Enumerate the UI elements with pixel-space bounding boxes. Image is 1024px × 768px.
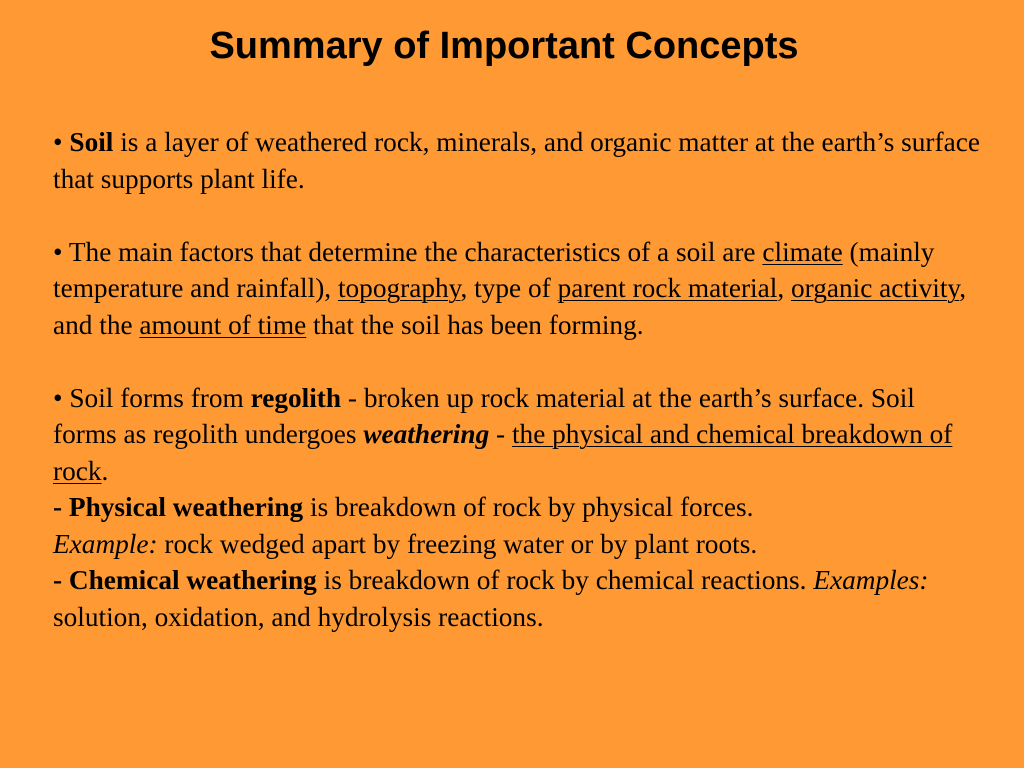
factors-lead-text: • The main factors that determine the characteristics of a soil are [53,236,763,267]
physical-example-text: rock wedged apart by freezing water or by plant roots. [157,528,758,559]
weathering-definition: the physical and chemical breakdown of rock [53,419,953,486]
term-physical-weathering: - Physical weathering [53,492,304,522]
regolith-text-1: - broken up rock material at the earth’s surface. Soil forms as regolith undergoes [53,382,915,449]
factors-text-4: , and the [53,273,967,340]
regolith-text-3: . [101,455,109,486]
chemical-weathering-text: is breakdown of rock by chemical reactions. [316,565,814,595]
factors-text-2: , type of [460,273,558,303]
bullet-soil-factors [53,234,983,344]
regolith-lead-text: • Soil forms from [53,382,251,413]
factors-text-3: , [777,273,791,303]
term-chemical-weathering: - Chemical weathering [53,565,317,595]
paragraph-spacer [53,343,983,380]
factors-text-1: (mainly temperature and rainfall), [53,236,935,303]
term-weathering: weathering [363,419,490,449]
term-regolith: regolith [250,382,342,413]
factor-organic-activity: organic activity [791,273,960,303]
factors-text-5: that the soil has been forming. [306,309,644,340]
slide-body [53,124,983,635]
physical-weathering [53,489,983,562]
factor-climate: climate [762,236,843,267]
soil-definition-text: is a layer of weathered rock, minerals, and organic matter at the earth’s surface that supports plant life. [53,127,980,194]
physical-weathering-text: is breakdown of rock by physical forces. [303,492,754,522]
paragraph-spacer [53,197,983,234]
term-soil: Soil [69,127,114,157]
slide-title: Summary of Important Concepts [209,25,799,67]
factor-amount-of-time: amount of time [139,309,307,340]
chemical-examples-label: Examples: [813,565,929,595]
regolith-text-2: - [489,419,512,449]
chemical-examples-text: solution, oxidation, and hydrolysis reactions. [53,601,544,632]
physical-example-label: Example: [53,528,158,559]
chemical-weathering [53,562,983,635]
bullet-soil-definition [53,124,983,197]
bullet-marker: • [53,127,70,157]
factor-topography: topography [337,273,461,303]
bullet-regolith [53,380,983,490]
factor-parent-rock-material: parent rock material [557,273,778,303]
